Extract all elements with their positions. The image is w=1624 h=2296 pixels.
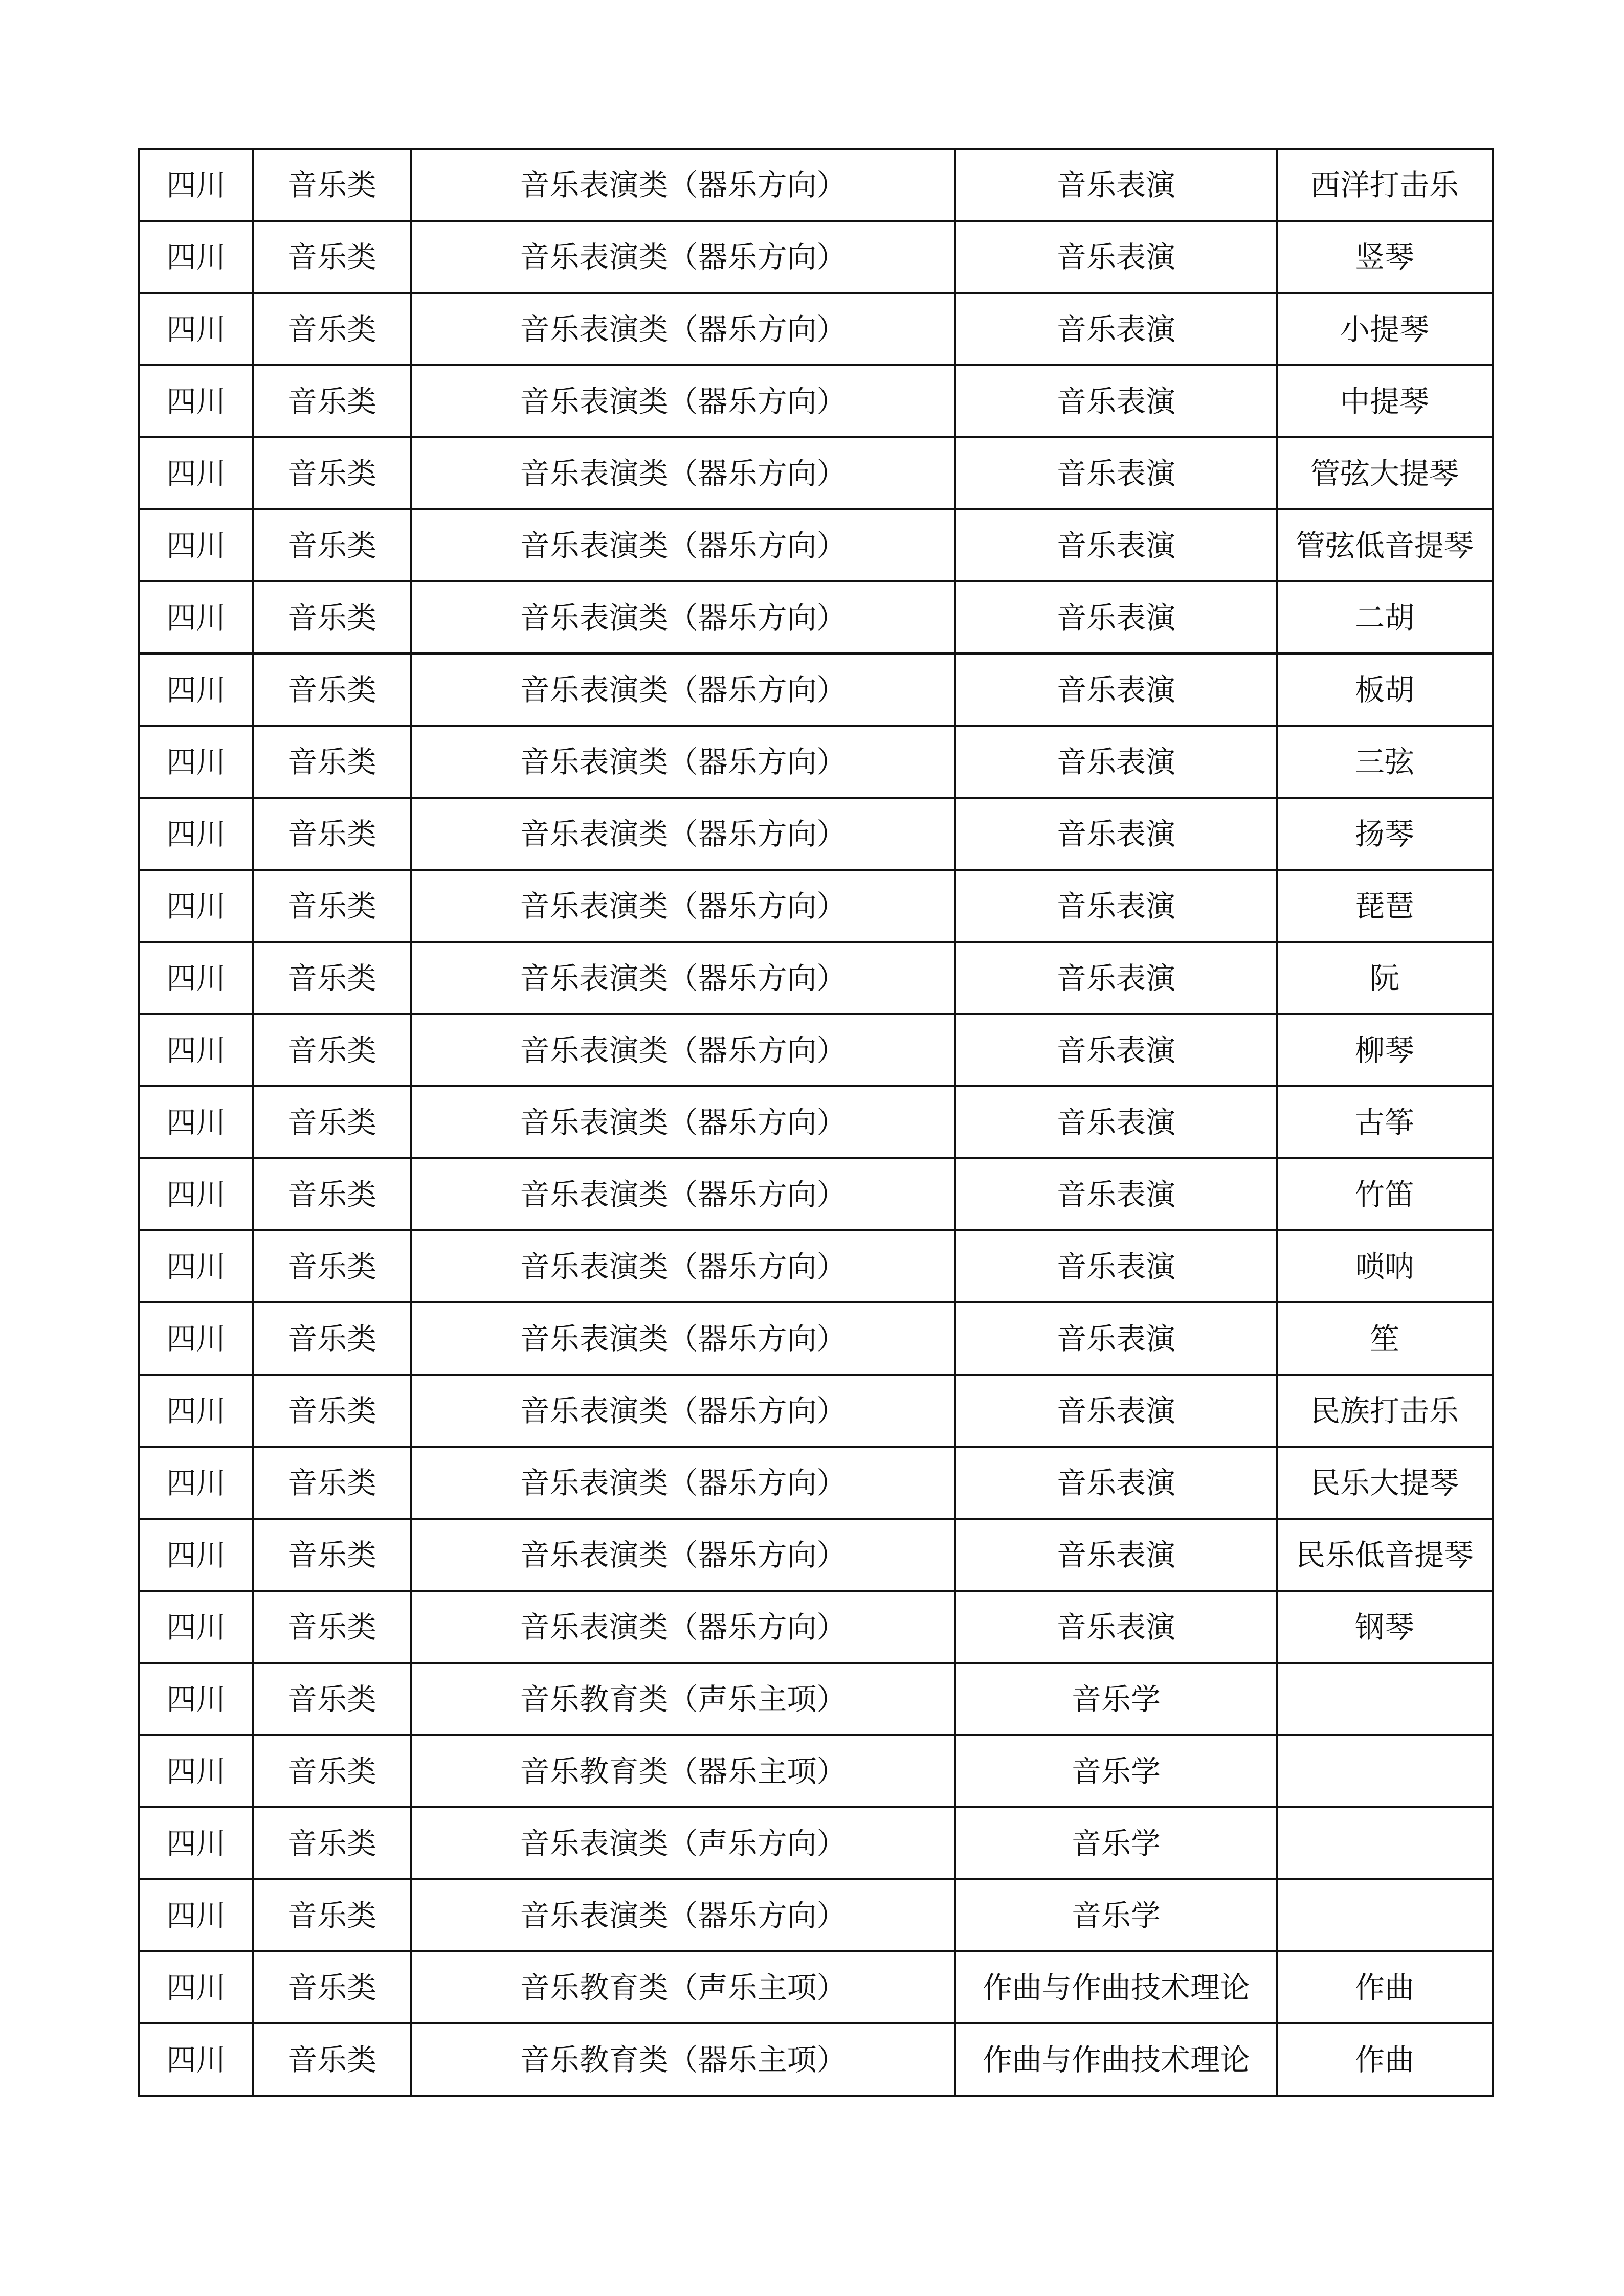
direction-cell: 笙 [1277, 1302, 1493, 1375]
province-cell: 四川 [139, 1519, 253, 1591]
table-row [139, 1086, 1493, 1158]
direction-cell: 管弦低音提琴 [1277, 509, 1493, 581]
major-cell: 作曲与作曲技术理论 [955, 2023, 1277, 2096]
exam-type-cell: 音乐表演类（器乐方向） [411, 1302, 955, 1375]
table-row [139, 1447, 1493, 1519]
exam-type-cell: 音乐表演类（器乐方向） [411, 942, 955, 1014]
province-cell: 四川 [139, 509, 253, 581]
category-cell: 音乐类 [253, 1807, 411, 1879]
category-cell: 音乐类 [253, 1302, 411, 1375]
category-cell: 音乐类 [253, 437, 411, 509]
major-cell: 音乐表演 [955, 1230, 1277, 1302]
exam-type-cell: 音乐表演类（器乐方向） [411, 149, 955, 221]
major-cell: 音乐表演 [955, 1375, 1277, 1447]
exam-type-cell: 音乐教育类（器乐主项） [411, 2023, 955, 2096]
province-cell: 四川 [139, 1086, 253, 1158]
province-cell: 四川 [139, 726, 253, 798]
table-row [139, 1591, 1493, 1663]
province-cell: 四川 [139, 1951, 253, 2023]
table-row [139, 1230, 1493, 1302]
major-cell: 音乐表演 [955, 221, 1277, 293]
province-cell: 四川 [139, 1158, 253, 1230]
exam-type-cell: 音乐表演类（器乐方向） [411, 365, 955, 437]
table-body [139, 149, 1493, 2096]
category-cell: 音乐类 [253, 1663, 411, 1735]
province-cell: 四川 [139, 2023, 253, 2096]
table-row [139, 798, 1493, 870]
major-cell: 音乐表演 [955, 1014, 1277, 1086]
major-cell: 音乐学 [955, 1879, 1277, 1951]
province-cell: 四川 [139, 1663, 253, 1735]
category-cell: 音乐类 [253, 1879, 411, 1951]
exam-type-cell: 音乐表演类（器乐方向） [411, 1591, 955, 1663]
exam-type-cell: 音乐表演类（器乐方向） [411, 654, 955, 726]
major-cell: 音乐表演 [955, 149, 1277, 221]
category-cell: 音乐类 [253, 1014, 411, 1086]
direction-cell: 民乐低音提琴 [1277, 1519, 1493, 1591]
category-cell: 音乐类 [253, 1086, 411, 1158]
direction-cell: 民乐大提琴 [1277, 1447, 1493, 1519]
direction-cell: 阮 [1277, 942, 1493, 1014]
table-row [139, 1158, 1493, 1230]
major-cell: 音乐表演 [955, 726, 1277, 798]
province-cell: 四川 [139, 1375, 253, 1447]
province-cell: 四川 [139, 1735, 253, 1807]
table-row [139, 221, 1493, 293]
table-row [139, 365, 1493, 437]
province-cell: 四川 [139, 942, 253, 1014]
province-cell: 四川 [139, 870, 253, 942]
category-cell: 音乐类 [253, 942, 411, 1014]
category-cell: 音乐类 [253, 1951, 411, 2023]
exam-type-cell: 音乐教育类（声乐主项） [411, 1663, 955, 1735]
major-cell: 音乐表演 [955, 365, 1277, 437]
major-cell: 作曲与作曲技术理论 [955, 1951, 1277, 2023]
table-row [139, 1879, 1493, 1951]
table-row [139, 942, 1493, 1014]
table-row [139, 1663, 1493, 1735]
table-row [139, 654, 1493, 726]
table-row [139, 1735, 1493, 1807]
category-cell: 音乐类 [253, 509, 411, 581]
table-row [139, 509, 1493, 581]
province-cell: 四川 [139, 581, 253, 654]
direction-cell: 琵琶 [1277, 870, 1493, 942]
exam-type-cell: 音乐教育类（声乐主项） [411, 1951, 955, 2023]
direction-cell: 三弦 [1277, 726, 1493, 798]
document-table [138, 148, 1494, 2097]
direction-cell: 作曲 [1277, 2023, 1493, 2096]
exam-type-cell: 音乐表演类（器乐方向） [411, 1447, 955, 1519]
direction-cell: 二胡 [1277, 581, 1493, 654]
category-cell: 音乐类 [253, 1519, 411, 1591]
exam-type-cell: 音乐表演类（器乐方向） [411, 1519, 955, 1591]
major-cell: 音乐表演 [955, 581, 1277, 654]
exam-type-cell: 音乐教育类（器乐主项） [411, 1735, 955, 1807]
exam-type-cell: 音乐表演类（器乐方向） [411, 581, 955, 654]
category-cell: 音乐类 [253, 365, 411, 437]
major-cell: 音乐表演 [955, 1302, 1277, 1375]
direction-cell: 西洋打击乐 [1277, 149, 1493, 221]
exam-type-cell: 音乐表演类（器乐方向） [411, 870, 955, 942]
direction-cell: 钢琴 [1277, 1591, 1493, 1663]
category-cell: 音乐类 [253, 798, 411, 870]
major-cell: 音乐表演 [955, 1158, 1277, 1230]
direction-cell [1277, 1735, 1493, 1807]
exam-type-cell: 音乐表演类（器乐方向） [411, 1879, 955, 1951]
province-cell: 四川 [139, 1447, 253, 1519]
direction-cell: 竖琴 [1277, 221, 1493, 293]
table-row [139, 1375, 1493, 1447]
exam-type-cell: 音乐表演类（器乐方向） [411, 509, 955, 581]
category-cell: 音乐类 [253, 2023, 411, 2096]
exam-type-cell: 音乐表演类（器乐方向） [411, 293, 955, 365]
province-cell: 四川 [139, 293, 253, 365]
table-row [139, 726, 1493, 798]
province-cell: 四川 [139, 1230, 253, 1302]
major-cell: 音乐表演 [955, 293, 1277, 365]
exam-type-cell: 音乐表演类（器乐方向） [411, 1375, 955, 1447]
table-row [139, 1302, 1493, 1375]
category-cell: 音乐类 [253, 654, 411, 726]
exam-type-cell: 音乐表演类（器乐方向） [411, 726, 955, 798]
exam-type-cell: 音乐表演类（器乐方向） [411, 437, 955, 509]
category-cell: 音乐类 [253, 1735, 411, 1807]
exam-type-cell: 音乐表演类（器乐方向） [411, 1014, 955, 1086]
table-row [139, 1519, 1493, 1591]
direction-cell: 中提琴 [1277, 365, 1493, 437]
table-row [139, 1807, 1493, 1879]
direction-cell [1277, 1879, 1493, 1951]
major-cell: 音乐表演 [955, 437, 1277, 509]
category-cell: 音乐类 [253, 1447, 411, 1519]
direction-cell: 古筝 [1277, 1086, 1493, 1158]
major-cell: 音乐表演 [955, 798, 1277, 870]
direction-cell: 小提琴 [1277, 293, 1493, 365]
category-cell: 音乐类 [253, 1230, 411, 1302]
province-cell: 四川 [139, 437, 253, 509]
major-cell: 音乐表演 [955, 870, 1277, 942]
direction-cell: 作曲 [1277, 1951, 1493, 2023]
major-cell: 音乐表演 [955, 1519, 1277, 1591]
direction-cell [1277, 1807, 1493, 1879]
direction-cell: 竹笛 [1277, 1158, 1493, 1230]
province-cell: 四川 [139, 1302, 253, 1375]
category-cell: 音乐类 [253, 1375, 411, 1447]
direction-cell [1277, 1663, 1493, 1735]
table-row [139, 581, 1493, 654]
major-cell: 音乐学 [955, 1735, 1277, 1807]
major-cell: 音乐学 [955, 1663, 1277, 1735]
direction-cell: 唢呐 [1277, 1230, 1493, 1302]
direction-cell: 扬琴 [1277, 798, 1493, 870]
category-cell: 音乐类 [253, 293, 411, 365]
exam-type-cell: 音乐表演类（器乐方向） [411, 221, 955, 293]
category-cell: 音乐类 [253, 1591, 411, 1663]
category-cell: 音乐类 [253, 726, 411, 798]
major-cell: 音乐表演 [955, 1591, 1277, 1663]
province-cell: 四川 [139, 365, 253, 437]
province-cell: 四川 [139, 654, 253, 726]
direction-cell: 柳琴 [1277, 1014, 1493, 1086]
table-row [139, 1951, 1493, 2023]
table-row [139, 1014, 1493, 1086]
table-row [139, 293, 1493, 365]
major-cell: 音乐表演 [955, 1447, 1277, 1519]
province-cell: 四川 [139, 1591, 253, 1663]
direction-cell: 板胡 [1277, 654, 1493, 726]
table-row [139, 149, 1493, 221]
exam-type-cell: 音乐表演类（器乐方向） [411, 1230, 955, 1302]
category-cell: 音乐类 [253, 221, 411, 293]
province-cell: 四川 [139, 1014, 253, 1086]
direction-cell: 管弦大提琴 [1277, 437, 1493, 509]
category-cell: 音乐类 [253, 581, 411, 654]
major-cell: 音乐学 [955, 1807, 1277, 1879]
province-cell: 四川 [139, 1807, 253, 1879]
exam-type-cell: 音乐表演类（器乐方向） [411, 1086, 955, 1158]
exam-type-cell: 音乐表演类（声乐方向） [411, 1807, 955, 1879]
province-cell: 四川 [139, 798, 253, 870]
major-cell: 音乐表演 [955, 1086, 1277, 1158]
major-cell: 音乐表演 [955, 509, 1277, 581]
table-row [139, 437, 1493, 509]
category-cell: 音乐类 [253, 1158, 411, 1230]
province-cell: 四川 [139, 1879, 253, 1951]
major-cell: 音乐表演 [955, 942, 1277, 1014]
direction-cell: 民族打击乐 [1277, 1375, 1493, 1447]
exam-type-cell: 音乐表演类（器乐方向） [411, 798, 955, 870]
province-cell: 四川 [139, 221, 253, 293]
table-row [139, 2023, 1493, 2096]
exam-type-cell: 音乐表演类（器乐方向） [411, 1158, 955, 1230]
major-cell: 音乐表演 [955, 654, 1277, 726]
table-row [139, 870, 1493, 942]
category-cell: 音乐类 [253, 149, 411, 221]
category-cell: 音乐类 [253, 870, 411, 942]
province-cell: 四川 [139, 149, 253, 221]
